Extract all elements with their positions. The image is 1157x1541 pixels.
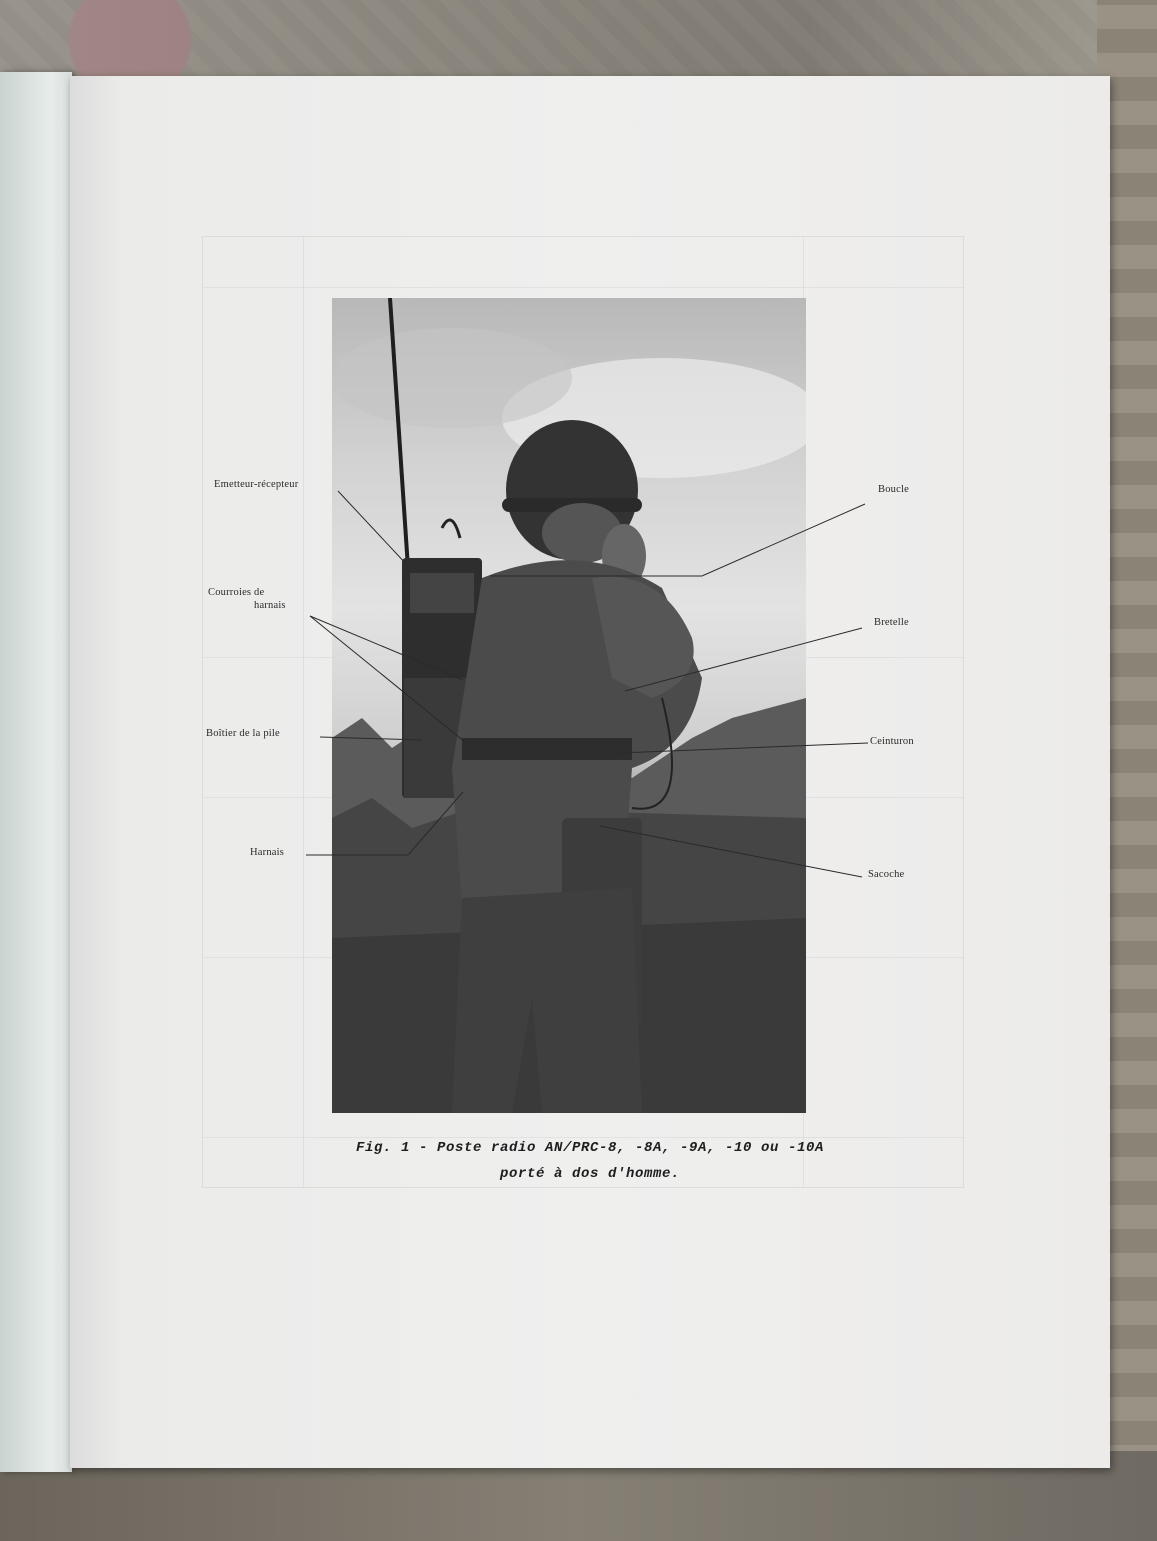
booklet-left-cover <box>0 72 72 1472</box>
label-harnais: Harnais <box>250 847 285 858</box>
label-courroies-line2: harnais <box>254 600 286 611</box>
label-sacoche: Sacoche <box>868 869 905 880</box>
figure-caption-line2: porté à dos d'homme. <box>499 1166 681 1182</box>
label-emetteur-recepteur: Emetteur-récepteur <box>214 479 299 490</box>
label-boitier-pile: Boîtier de la pile <box>206 728 280 739</box>
label-boucle: Boucle <box>878 484 909 495</box>
figure-caption-line1: Fig. 1 - Poste radio AN/PRC-8, -8A, -9A, -10 ou -10A <box>355 1140 825 1156</box>
label-courroies-line1: Courroies de <box>208 587 265 598</box>
document-page <box>70 76 1110 1468</box>
label-ceinturon: Ceinturon <box>870 736 914 747</box>
label-bretelle: Bretelle <box>874 617 909 628</box>
leader-lines <box>70 76 1110 1468</box>
